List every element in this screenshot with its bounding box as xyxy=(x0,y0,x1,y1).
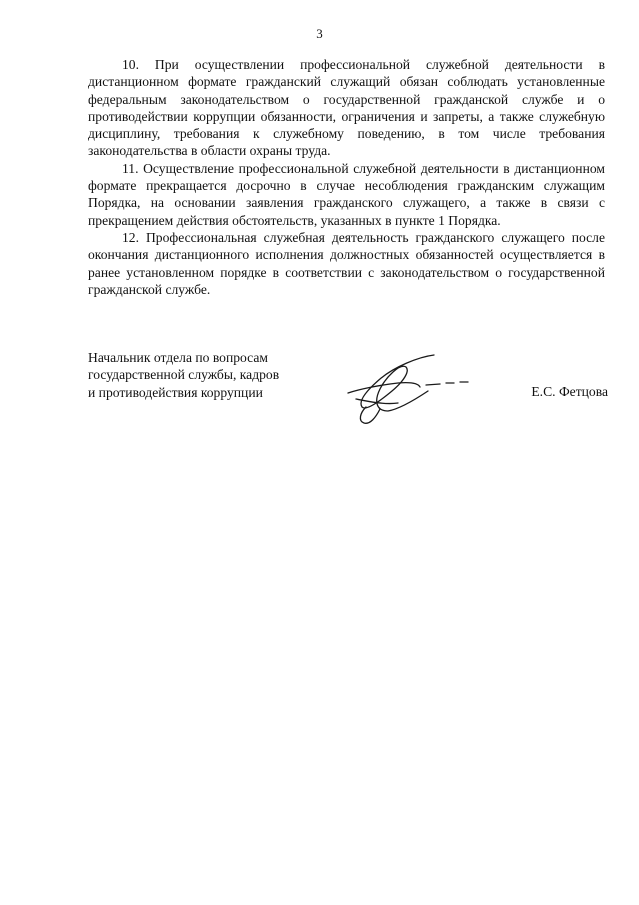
signer-title-line-2: государственной службы, кадров xyxy=(88,367,280,383)
document-body xyxy=(88,56,605,298)
paragraph-12: 12. Профессиональная служебная деятельность гражданского служащего после окончания дистанционного исполнения должностных обязанностей осуществляется в ранее установленном порядке в соответствии с законодательством о государственной гражданской службе. xyxy=(88,229,605,297)
signer-name: Е.С. Фетцова xyxy=(531,384,608,399)
handwritten-signature xyxy=(336,349,476,427)
signer-title-line-1: Начальник отдела по вопросам xyxy=(88,350,269,365)
signer-title xyxy=(88,349,318,401)
paragraph-11: 11. Осуществление профессиональной служебной деятельности в дистанционном формате прекращается досрочно в случае несоблюдения гражданским служащим Порядка, на основании заявления гражданского служащего, а также в связи с прекращением действия обстоятельств, указанных в пункте 1 Порядка. xyxy=(88,160,605,228)
signature-block xyxy=(88,349,608,429)
paragraph-10: 10. При осуществлении профессиональной служебной деятельности в дистанционном формате гражданский служащий обязан соблюдать установленные федеральным законодательством о государственной гражданской службе и о противодействии коррупции обязанности, ограничения и запреты, а также служебную дисциплину, требования к служебному поведению, в том числе требования законодательства в области охраны труда. xyxy=(88,57,605,159)
page-number: 3 xyxy=(316,26,323,41)
signer-title-line-3: и противодействия коррупции xyxy=(88,384,263,400)
